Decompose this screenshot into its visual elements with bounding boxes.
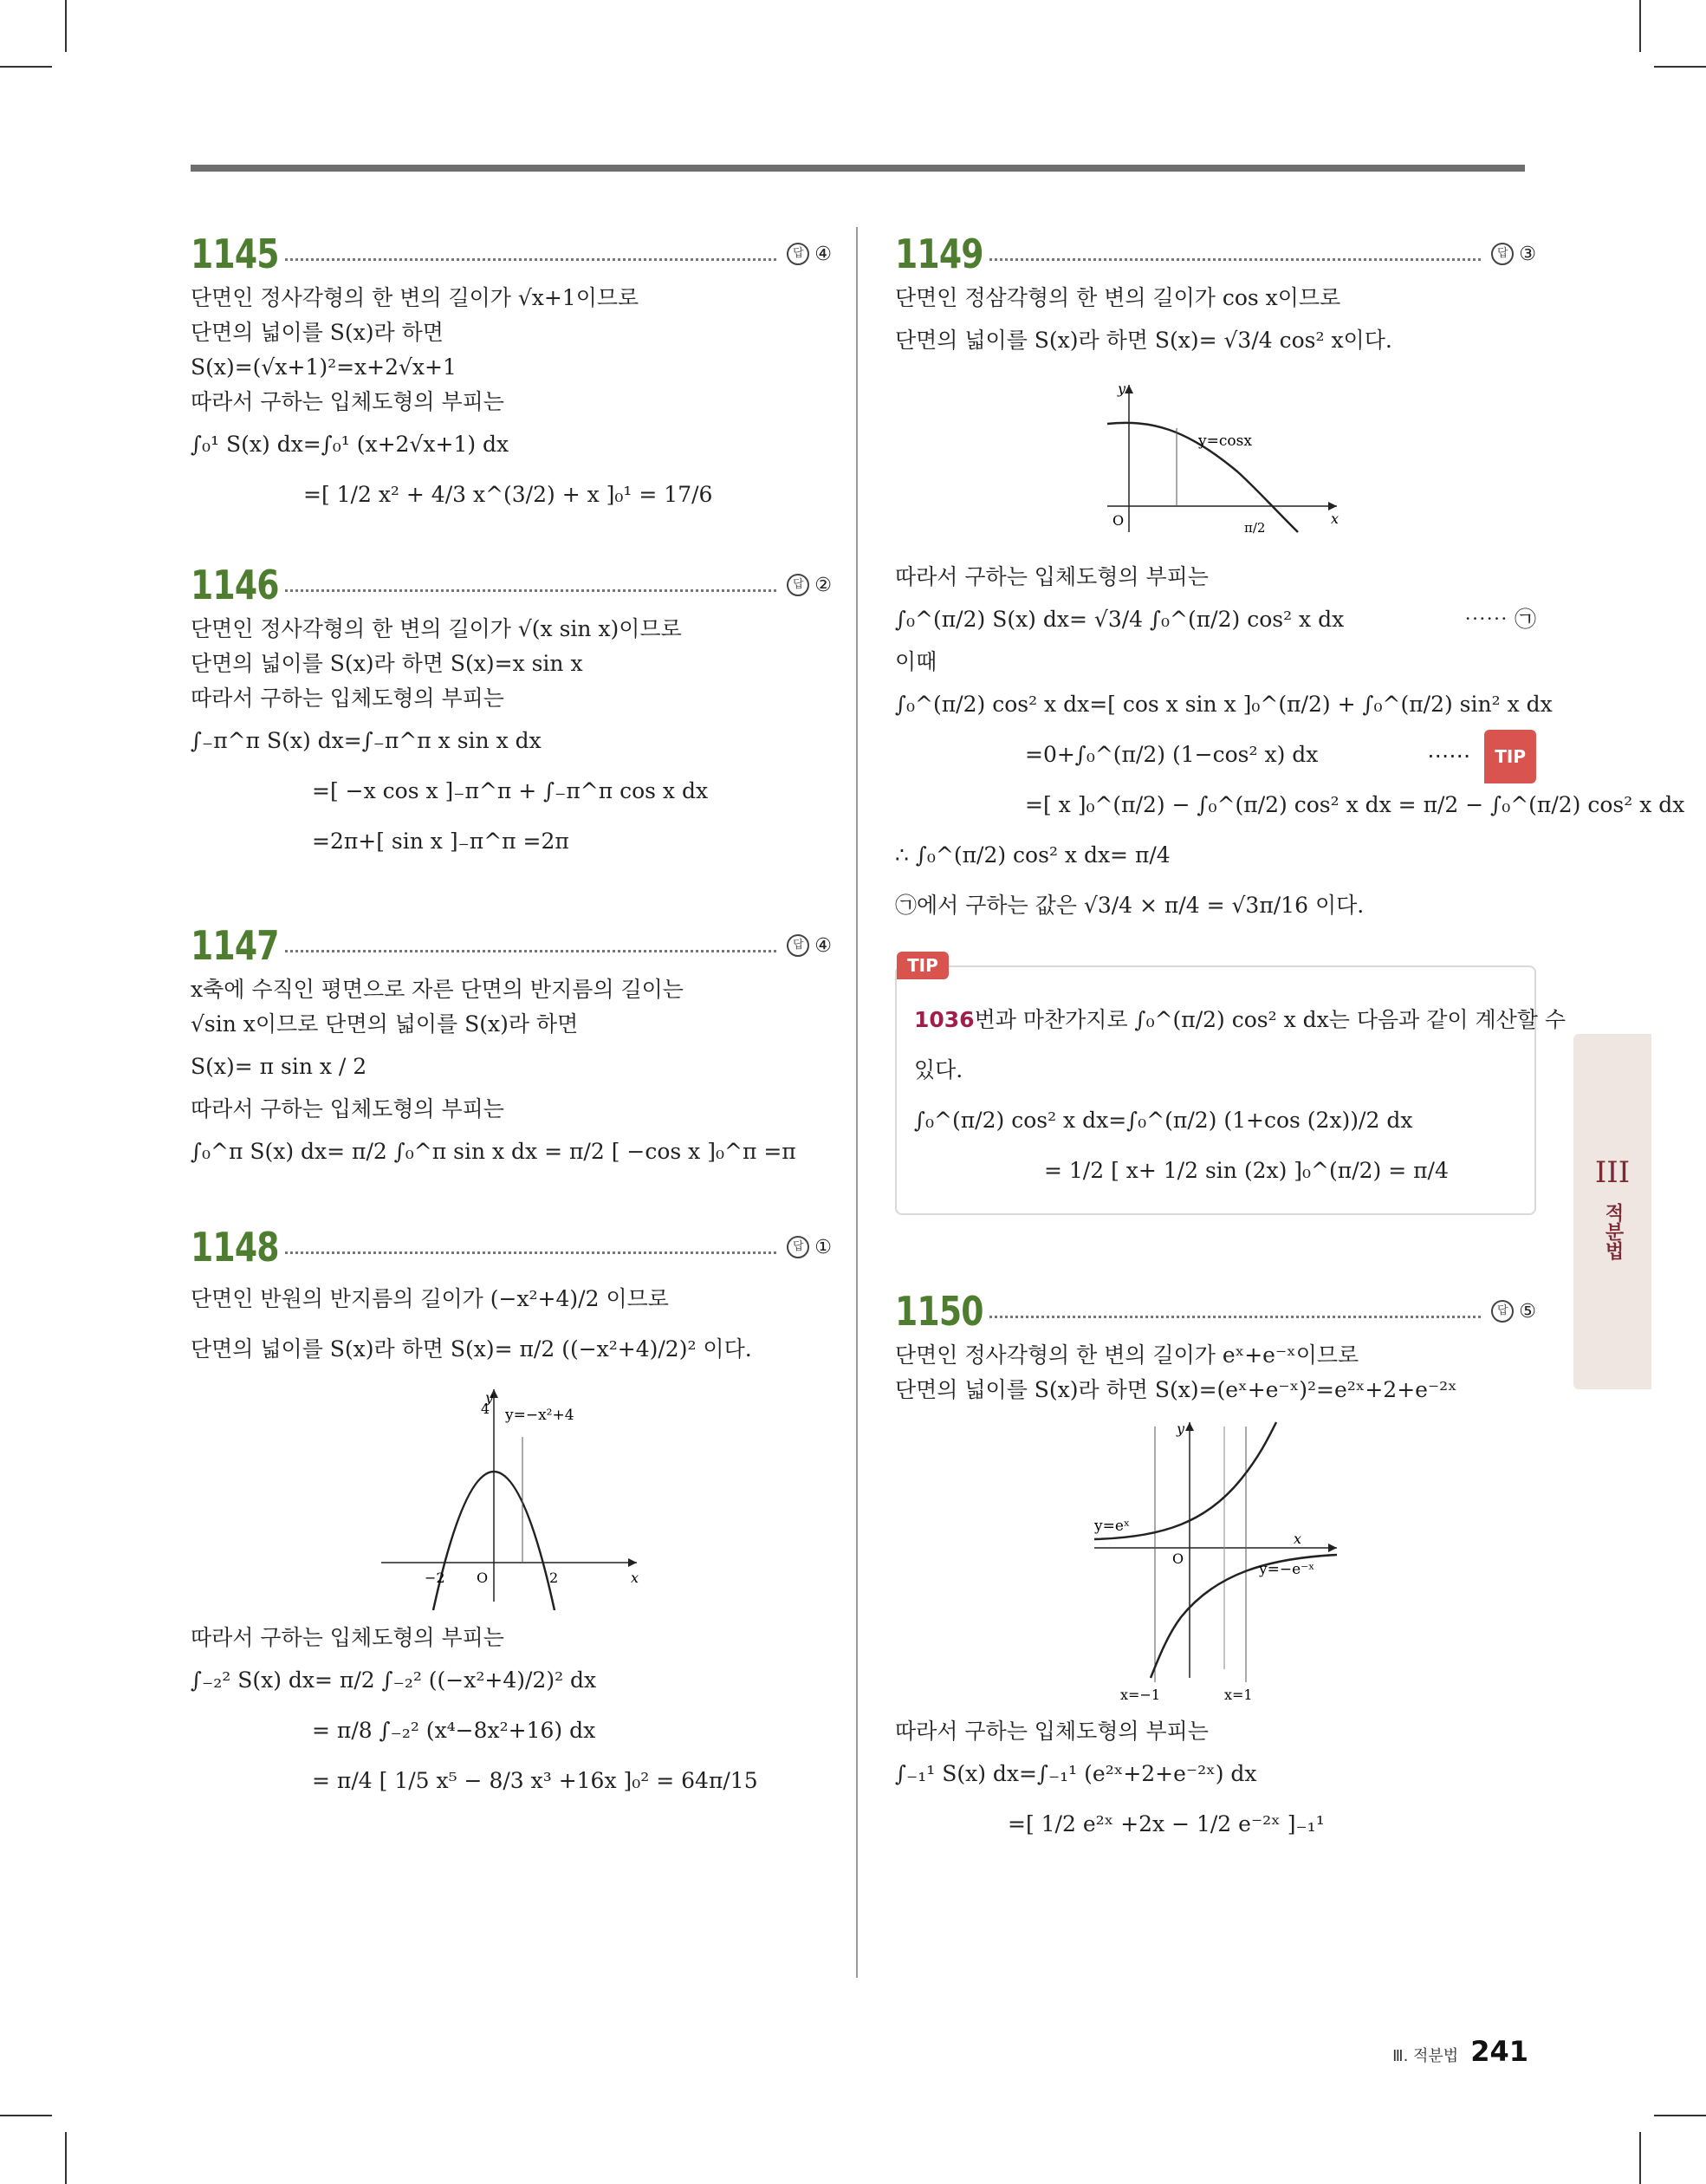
solution-equation: ∫₀¹ S(x) dx=∫₀¹ (x+2√x+1) dx bbox=[191, 432, 509, 457]
solution-equation: ㉠에서 구하는 값은 √3/4 × π/4 = √3π/16 이다. bbox=[895, 893, 1365, 918]
solution-equation: ∫₀^π S(x) dx= π/2 ∫₀^π sin x dx = π/2 [ −cos x ]₀^π =π bbox=[191, 1139, 796, 1164]
answer-badge bbox=[1491, 243, 1536, 265]
solution-equation: ∫₋₂² S(x) dx= π/2 ∫₋₂² ((−x²+4)/2)² dx bbox=[191, 1667, 597, 1693]
tick-label-pos: 2 bbox=[549, 1570, 559, 1586]
answer-icon: 답 bbox=[787, 934, 809, 957]
vline-label-left: x=−1 bbox=[1120, 1687, 1161, 1703]
origin-label: O bbox=[1172, 1550, 1184, 1567]
chapter-title-vertical bbox=[1573, 1203, 1651, 1267]
x-axis-label: x bbox=[1331, 510, 1340, 527]
leader-dots bbox=[285, 258, 776, 261]
leader-dots bbox=[285, 950, 776, 952]
spacer bbox=[191, 520, 832, 558]
problem-header bbox=[895, 1284, 1536, 1338]
cosine-svg bbox=[1090, 376, 1341, 549]
solution-equation: =[ −x cos x ]₋π^π + ∫₋π^π cos x dx bbox=[312, 778, 709, 803]
page-footer bbox=[1392, 2035, 1528, 2068]
tip-equation: = 1/2 [ x+ 1/2 sin (2x) ]₀^(π/2) = π/4 bbox=[1044, 1158, 1449, 1183]
solution-equation: ∫₋π^π S(x) dx=∫₋π^π x sin x dx bbox=[191, 728, 542, 753]
curve-label-exp: y=eˣ bbox=[1094, 1518, 1131, 1535]
answer-value: ③ bbox=[1519, 243, 1536, 265]
solution-line: 단면인 정삼각형의 한 변의 길이가 cos x이므로 bbox=[895, 285, 1341, 310]
left-column bbox=[191, 227, 832, 1806]
tip-box bbox=[895, 955, 1567, 1215]
answer-icon: 답 bbox=[787, 243, 809, 265]
leader-dots bbox=[989, 1316, 1481, 1318]
solution-line: 따라서 구하는 입체도형의 부피는 bbox=[191, 389, 504, 414]
tick-label-y: 4 bbox=[481, 1401, 490, 1417]
solution-equation: S(x)= π sin x / 2 bbox=[191, 1054, 367, 1079]
y-axis-label: y bbox=[1118, 380, 1126, 397]
y-axis-label: y bbox=[1177, 1420, 1185, 1437]
tip-equation: ∫₀^(π/2) cos² x dx=∫₀^(π/2) (1+cos (2x))/2 dx bbox=[914, 1108, 1413, 1133]
solution-equation: ∴ ∫₀^(π/2) cos² x dx= π/4 bbox=[895, 842, 1171, 868]
problem-number: 1146 bbox=[191, 562, 279, 608]
solution-equation bbox=[895, 595, 1536, 645]
tip-text: 번과 마찬가지로 ∫₀^(π/2) cos² x dx는 다음과 같이 계산할 수 bbox=[974, 1007, 1567, 1032]
y-axis-arrow bbox=[1185, 1422, 1194, 1431]
solution-line: 단면인 반원의 반지름의 길이가 (−x²+4)/2 이므로 bbox=[191, 1286, 669, 1311]
answer-badge bbox=[1491, 1300, 1536, 1323]
origin-label: O bbox=[477, 1570, 489, 1586]
solution-line: x축에 수직인 평면으로 자른 단면의 반지름의 길이는 bbox=[191, 977, 684, 1002]
solution-line: 단면의 넓이를 S(x)라 하면 S(x)=(eˣ+e⁻ˣ)²=e²ˣ+2+e⁻²ˣ bbox=[895, 1377, 1457, 1402]
answer-value: ④ bbox=[814, 243, 832, 265]
tip-label: TIP bbox=[897, 952, 949, 979]
crop-mark bbox=[1654, 66, 1706, 68]
solution-equation: =2π+[ sin x ]₋π^π =2π bbox=[312, 829, 569, 854]
exponential-svg bbox=[1086, 1418, 1346, 1704]
problem-number: 1145 bbox=[191, 231, 279, 277]
answer-icon: 답 bbox=[787, 574, 809, 596]
spacer bbox=[191, 1177, 832, 1220]
solution-equation: = π/4 [ 1/5 x⁵ − 8/3 x³ +16x ]₀² = 64π/15 bbox=[312, 1768, 758, 1793]
curve-label-neg-exp: y=−e⁻ˣ bbox=[1259, 1561, 1315, 1578]
x-axis-label: x bbox=[1294, 1531, 1302, 1547]
tip-marker bbox=[1427, 730, 1536, 783]
problem-1147 bbox=[191, 919, 832, 1177]
leader-dots bbox=[285, 589, 776, 592]
leader-dots bbox=[989, 258, 1481, 261]
solution-equation: =0+∫₀^(π/2) (1−cos² x) dx bbox=[1025, 742, 1319, 767]
answer-icon: 답 bbox=[787, 1236, 809, 1258]
spacer bbox=[191, 867, 832, 919]
solution-equation: = π/8 ∫₋₂² (x⁴−8x²+16) dx bbox=[312, 1718, 596, 1743]
problem-number: 1150 bbox=[895, 1288, 983, 1335]
x-axis-label: x bbox=[631, 1570, 639, 1586]
chapter-roman-numeral: III bbox=[1594, 1155, 1631, 1190]
x-axis-arrow bbox=[628, 1558, 637, 1567]
equation-text: ∫₀^(π/2) S(x) dx= √3/4 ∫₀^(π/2) cos² x dx bbox=[895, 607, 1345, 632]
problem-1150 bbox=[895, 1284, 1536, 1849]
problem-number: 1147 bbox=[191, 922, 279, 969]
curve-label: y=−x²+4 bbox=[505, 1407, 574, 1424]
problem-header bbox=[895, 227, 1536, 281]
y-axis-arrow bbox=[1125, 385, 1133, 393]
problem-1146 bbox=[191, 558, 832, 867]
problem-header bbox=[191, 558, 832, 612]
solution-line: 따라서 구하는 입체도형의 부피는 bbox=[895, 564, 1209, 589]
problem-number: 1148 bbox=[191, 1224, 279, 1271]
tip-line bbox=[914, 995, 1567, 1045]
leader-dots bbox=[285, 1251, 776, 1254]
answer-icon: 답 bbox=[1491, 243, 1514, 265]
crop-mark bbox=[65, 0, 67, 52]
header-rule bbox=[191, 165, 1525, 172]
solution-line: 따라서 구하는 입체도형의 부피는 bbox=[191, 1096, 504, 1121]
column-divider bbox=[856, 227, 858, 1978]
spacer bbox=[895, 1215, 1536, 1284]
solution-line: 이때 bbox=[895, 649, 937, 674]
solution-line: 단면의 넓이를 S(x)라 하면 S(x)= √3/4 cos² x이다. bbox=[895, 328, 1392, 353]
tip-inline-badge: TIP bbox=[1484, 730, 1536, 783]
tip-line: 있다. bbox=[914, 1057, 963, 1082]
answer-badge bbox=[787, 243, 832, 265]
exponential-graph bbox=[895, 1418, 1536, 1704]
solution-equation: =[ 1/2 x² + 4/3 x^(3/2) + x ]₀¹ = 17/6 bbox=[303, 482, 713, 507]
curve-label: y=cosx bbox=[1198, 432, 1252, 450]
x-axis-arrow bbox=[1328, 502, 1337, 510]
parabola-svg bbox=[381, 1385, 641, 1610]
solution-line: 단면의 넓이를 S(x)라 하면 S(x)=x sin x bbox=[191, 651, 583, 676]
x-axis-arrow bbox=[1328, 1544, 1337, 1552]
crop-mark bbox=[1639, 0, 1641, 52]
answer-value: ⑤ bbox=[1519, 1300, 1536, 1323]
solution-line: 단면의 넓이를 S(x)라 하면 bbox=[191, 320, 444, 345]
answer-value: ① bbox=[814, 1236, 832, 1258]
answer-badge bbox=[787, 1236, 832, 1258]
crop-mark bbox=[0, 66, 52, 68]
answer-value: ② bbox=[814, 574, 832, 596]
equation-tag: ⋯⋯ ㉠ bbox=[1464, 607, 1536, 632]
crop-mark bbox=[65, 2132, 67, 2184]
y-axis-label: y bbox=[485, 1389, 494, 1406]
chapter-title: 적분법 bbox=[1602, 1203, 1624, 1260]
problem-reference: 1036 bbox=[914, 1007, 975, 1032]
parabola-graph bbox=[191, 1385, 832, 1610]
solution-equation: =[ x ]₀^(π/2) − ∫₀^(π/2) cos² x dx = π/2 − ∫₀^(π/2) cos² x dx bbox=[1025, 792, 1685, 817]
solution-line: 단면인 정사각형의 한 변의 길이가 eˣ+e⁻ˣ이므로 bbox=[895, 1342, 1359, 1368]
answer-badge bbox=[787, 574, 832, 596]
solution-line: 단면의 넓이를 S(x)라 하면 S(x)= π/2 ((−x²+4)/2)² 이다. bbox=[191, 1336, 752, 1362]
solution-line: √sin x이므로 단면의 넓이를 S(x)라 하면 bbox=[191, 1011, 579, 1037]
problem-header bbox=[191, 919, 832, 972]
problem-1145 bbox=[191, 227, 832, 520]
page-number: 241 bbox=[1470, 2035, 1528, 2068]
solution-line: 따라서 구하는 입체도형의 부피는 bbox=[191, 686, 504, 711]
problem-1148 bbox=[191, 1220, 832, 1806]
solution-line: S(x)=(√x+1)²=x+2√x+1 bbox=[191, 354, 457, 380]
equation-text: ∫₀^(π/2) cos² x dx=[ cos x sin x ]₀^(π/2) + ∫₀^(π/2) sin² x dx bbox=[895, 692, 1553, 717]
footer-section: Ⅲ. 적분법 bbox=[1392, 2047, 1459, 2065]
problem-header bbox=[191, 227, 832, 281]
solution-line: 단면인 정사각형의 한 변의 길이가 √(x sin x)이므로 bbox=[191, 616, 682, 641]
answer-value: ④ bbox=[814, 934, 832, 957]
tick-label: π/2 bbox=[1244, 520, 1266, 536]
crop-mark bbox=[1654, 2115, 1706, 2116]
tip-dots: ⋯⋯ bbox=[1427, 743, 1471, 768]
problem-header bbox=[191, 1220, 832, 1274]
solution-line: 따라서 구하는 입체도형의 부피는 bbox=[191, 1625, 504, 1650]
tick-label-neg: −2 bbox=[425, 1570, 445, 1586]
crop-mark bbox=[0, 2115, 52, 2116]
answer-badge bbox=[787, 934, 832, 957]
solution-line: 단면인 정사각형의 한 변의 길이가 √x+1이므로 bbox=[191, 285, 639, 310]
vline-label-right: x=1 bbox=[1224, 1687, 1253, 1703]
answer-icon: 답 bbox=[1491, 1300, 1514, 1323]
origin-label: O bbox=[1112, 512, 1125, 529]
cosine-graph bbox=[895, 376, 1536, 549]
crop-mark bbox=[1639, 2132, 1641, 2184]
solution-equation: =[ 1/2 e²ˣ +2x − 1/2 e⁻²ˣ ]₋₁¹ bbox=[1008, 1811, 1325, 1836]
chapter-side-tab bbox=[1573, 1034, 1651, 1389]
solution-equation: ∫₋₁¹ S(x) dx=∫₋₁¹ (e²ˣ+2+e⁻²ˣ) dx bbox=[895, 1761, 1257, 1786]
problem-number: 1149 bbox=[895, 231, 983, 277]
solution-line: 따라서 구하는 입체도형의 부피는 bbox=[895, 1719, 1209, 1744]
